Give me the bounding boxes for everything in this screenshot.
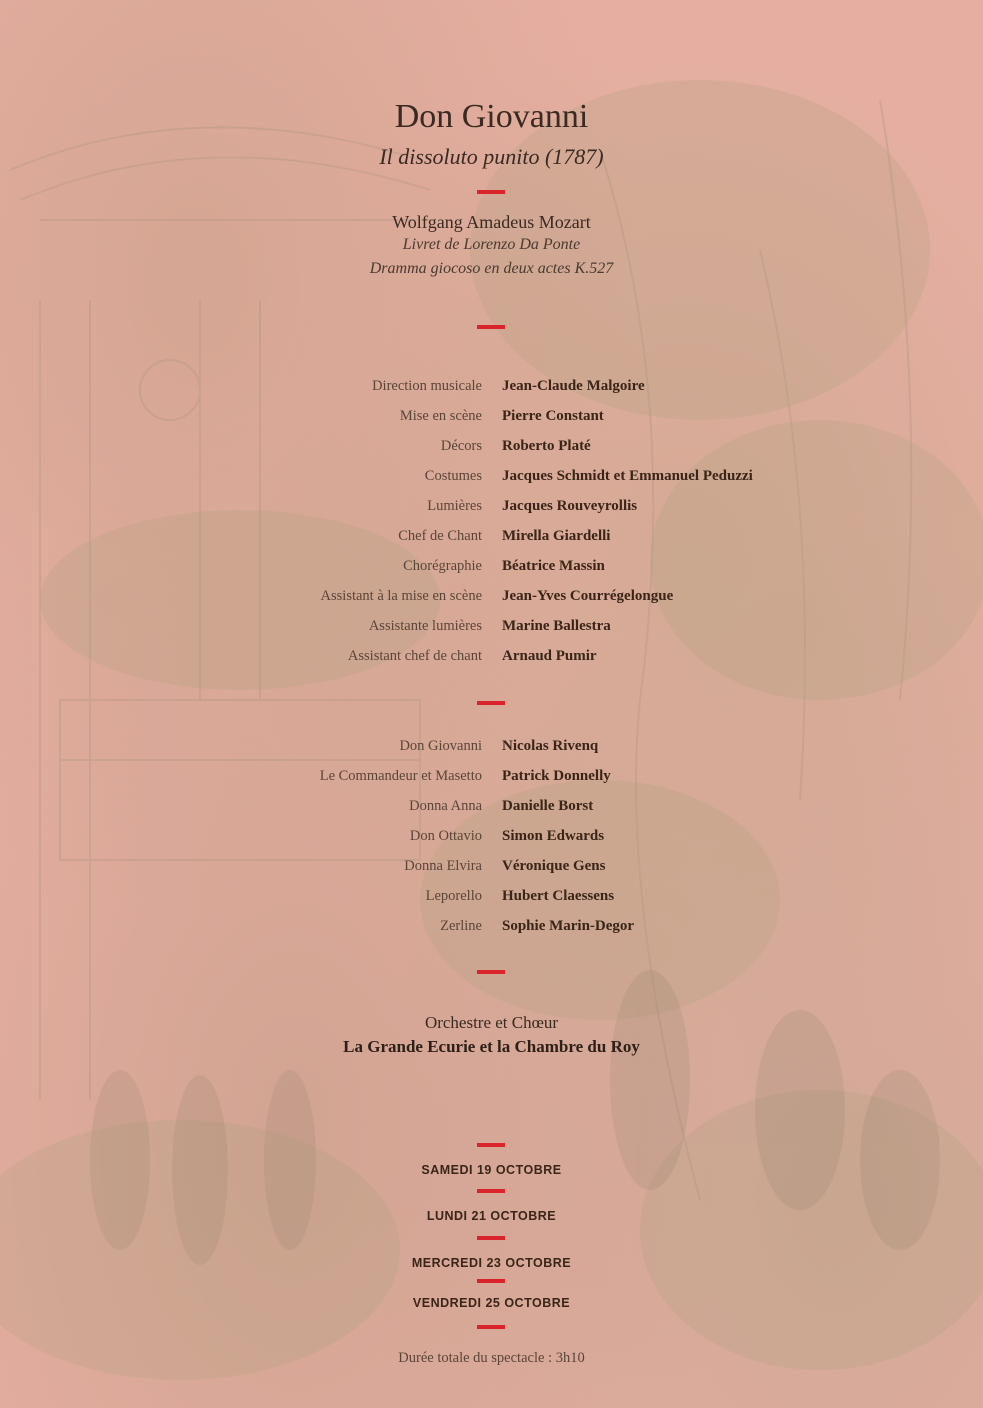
red-dash-divider bbox=[477, 190, 505, 194]
credit-name: Mirella Giardelli bbox=[502, 528, 611, 544]
credit-row bbox=[0, 588, 983, 618]
character-name: Zerline bbox=[440, 918, 482, 934]
red-dash-divider bbox=[477, 1189, 505, 1193]
red-dash-divider bbox=[477, 1279, 505, 1283]
character-name: Donna Elvira bbox=[404, 858, 482, 874]
credit-name: Pierre Constant bbox=[502, 408, 604, 424]
performance-date: SAMEDI 19 OCTOBRE bbox=[421, 1163, 562, 1177]
total-duration: Durée totale du spectacle : 3h10 bbox=[398, 1350, 585, 1366]
singer-name: Danielle Borst bbox=[502, 798, 594, 814]
character-name: Don Ottavio bbox=[409, 828, 482, 844]
genre: Dramma giocoso en deux actes K.527 bbox=[369, 260, 614, 277]
credit-role: Décors bbox=[440, 438, 482, 454]
character-name: Leporello bbox=[425, 888, 482, 904]
performance-date: VENDREDI 25 OCTOBRE bbox=[412, 1296, 571, 1310]
credit-row bbox=[0, 528, 983, 558]
red-dash-divider bbox=[477, 325, 505, 329]
credit-role: Assistant à la mise en scène bbox=[320, 588, 482, 604]
credit-role: Chorégraphie bbox=[403, 558, 482, 574]
orchestra-label: Orchestre et Chœur bbox=[424, 1013, 559, 1032]
composer: Wolfgang Amadeus Mozart bbox=[392, 212, 591, 232]
singer-name: Patrick Donnelly bbox=[502, 768, 611, 784]
credit-row bbox=[0, 468, 983, 498]
character-name: Le Commandeur et Masetto bbox=[319, 768, 482, 784]
credit-name: Roberto Platé bbox=[502, 438, 591, 454]
singer-name: Simon Edwards bbox=[502, 828, 605, 844]
performance-date: MERCREDI 23 OCTOBRE bbox=[411, 1256, 572, 1270]
character-name: Donna Anna bbox=[409, 798, 482, 814]
cast-row bbox=[0, 858, 983, 888]
performance-date: LUNDI 21 OCTOBRE bbox=[426, 1209, 557, 1223]
credit-role: Assistant chef de chant bbox=[347, 648, 482, 664]
credit-role: Direction musicale bbox=[372, 378, 482, 394]
credit-row bbox=[0, 408, 983, 438]
singer-name: Nicolas Rivenq bbox=[502, 738, 599, 754]
credit-row bbox=[0, 558, 983, 588]
credit-name: Béatrice Massin bbox=[502, 558, 605, 574]
cast-row bbox=[0, 768, 983, 798]
credit-role: Chef de Chant bbox=[398, 528, 482, 544]
credit-row bbox=[0, 618, 983, 648]
cast-row bbox=[0, 798, 983, 828]
credit-row bbox=[0, 438, 983, 468]
cast-row bbox=[0, 828, 983, 858]
credit-name: Jacques Schmidt et Emmanuel Peduzzi bbox=[502, 468, 753, 484]
red-dash-divider bbox=[477, 1236, 505, 1240]
orchestra-name: La Grande Ecurie et la Chambre du Roy bbox=[343, 1037, 640, 1056]
singer-name: Véronique Gens bbox=[502, 858, 606, 874]
cast-row bbox=[0, 738, 983, 768]
credit-row bbox=[0, 378, 983, 408]
credit-name: Jacques Rouveyrollis bbox=[502, 498, 638, 514]
cast-row bbox=[0, 888, 983, 918]
credit-name: Jean-Claude Malgoire bbox=[502, 378, 645, 394]
cast-row bbox=[0, 918, 983, 948]
character-name: Don Giovanni bbox=[399, 738, 482, 754]
singer-name: Hubert Claessens bbox=[502, 888, 615, 904]
opera-title: Don Giovanni bbox=[394, 98, 589, 135]
credit-row bbox=[0, 648, 983, 678]
singer-name: Sophie Marin-Degor bbox=[502, 918, 635, 934]
libretto-credit: Livret de Lorenzo Da Ponte bbox=[402, 236, 581, 253]
red-dash-divider bbox=[477, 970, 505, 974]
red-dash-divider bbox=[477, 1143, 505, 1147]
credit-name: Arnaud Pumir bbox=[502, 648, 597, 664]
credit-role: Lumières bbox=[427, 498, 482, 514]
red-dash-divider bbox=[477, 701, 505, 705]
red-dash-divider bbox=[477, 1325, 505, 1329]
credit-row bbox=[0, 498, 983, 528]
opera-subtitle: Il dissoluto punito (1787) bbox=[379, 144, 604, 169]
credit-name: Jean-Yves Courrégelongue bbox=[502, 588, 674, 604]
credit-role: Assistante lumières bbox=[368, 618, 482, 634]
credit-name: Marine Ballestra bbox=[502, 618, 611, 634]
credit-role: Mise en scène bbox=[399, 408, 482, 424]
credit-role: Costumes bbox=[424, 468, 482, 484]
